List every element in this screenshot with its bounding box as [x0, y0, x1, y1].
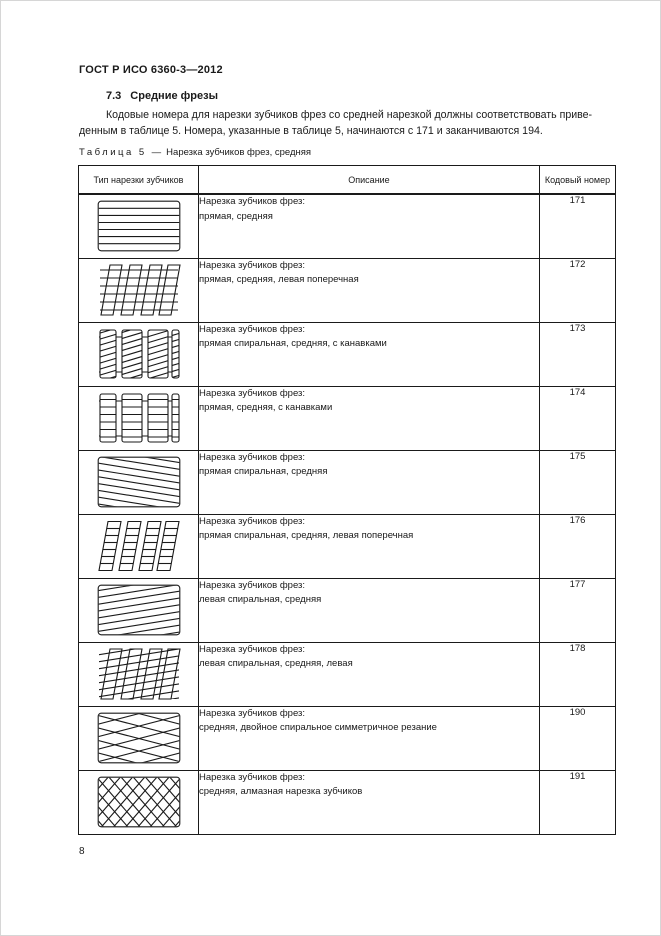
- left-spiral-pattern-icon: [97, 584, 181, 636]
- table-caption-dash: —: [151, 147, 162, 158]
- description-cell: [199, 642, 540, 706]
- description-line-2: прямая спиральная, средняя: [199, 466, 328, 477]
- description-line-2: средняя, двойное спиральное симметричное резание: [199, 722, 437, 733]
- description-cell: [199, 194, 540, 258]
- column-header-type: Тип нарезки зубчиков: [79, 166, 199, 195]
- description-line-1: Нарезка зубчиков фрез:: [199, 259, 306, 271]
- code-cell: [540, 258, 616, 322]
- code-cell: [540, 322, 616, 386]
- code-value: 191: [569, 770, 586, 782]
- left-spiral-left-pattern-icon: [97, 648, 181, 700]
- pattern-cell: [79, 194, 199, 258]
- body-paragraph: [79, 108, 616, 139]
- table-row: [79, 642, 616, 706]
- description-cell: [199, 322, 540, 386]
- code-cell: [540, 386, 616, 450]
- table-row: [79, 578, 616, 642]
- pattern-cell: [79, 578, 199, 642]
- pattern-cell: [79, 258, 199, 322]
- table-body: [79, 194, 616, 834]
- code-value: 177: [569, 578, 586, 590]
- description-line-2: левая спиральная, средняя, левая: [199, 658, 353, 669]
- description-cell: [199, 258, 540, 322]
- paragraph-line-2: денным в таблице 5. Номера, указанные в таблице 5, начинаются с 171 и заканчиваются 194.: [79, 124, 543, 137]
- paragraph-line-1: Кодовые номера для нарезки зубчиков фрез со средней нарезкой должны соответствовать приве-: [106, 109, 593, 121]
- table-row: [79, 450, 616, 514]
- straight-grooved-pattern-icon: [97, 392, 181, 444]
- code-value: 172: [569, 258, 586, 270]
- description-line-1: Нарезка зубчиков фрез:: [199, 643, 306, 655]
- table-row: [79, 258, 616, 322]
- table-row: [79, 514, 616, 578]
- pattern-cell: [79, 706, 199, 770]
- table-row: [79, 706, 616, 770]
- code-cell: [540, 642, 616, 706]
- pattern-cell: [79, 450, 199, 514]
- code-value: 190: [569, 706, 586, 718]
- description-cell: [199, 706, 540, 770]
- table-caption: [79, 147, 311, 158]
- section-number: 7.3: [106, 90, 122, 102]
- straight-spiral-left-transverse-pattern-icon: [97, 520, 181, 572]
- description-cell: [199, 578, 540, 642]
- code-value: 171: [569, 195, 586, 206]
- page-number: 8: [79, 846, 85, 857]
- pattern-cell: [79, 642, 199, 706]
- double-spiral-symmetric-pattern-icon: [97, 712, 181, 764]
- description-cell: [199, 450, 540, 514]
- code-value: 178: [569, 642, 586, 654]
- table-row: [79, 770, 616, 834]
- section-title: Средние фрезы: [130, 90, 218, 102]
- description-line-2: прямая спиральная, средняя, левая поперечная: [199, 530, 414, 541]
- description-line-1: Нарезка зубчиков фрез:: [199, 515, 306, 527]
- description-line-2: прямая, средняя, с канавками: [199, 402, 333, 413]
- description-line-2: левая спиральная, средняя: [199, 594, 322, 605]
- description-line-2: прямая, средняя: [199, 210, 273, 222]
- column-header-description: Описание: [199, 166, 540, 195]
- description-line-1: Нарезка зубчиков фрез:: [199, 579, 306, 591]
- code-cell: [540, 194, 616, 258]
- section-heading: [106, 90, 218, 102]
- description-line-1: Нарезка зубчиков фрез:: [199, 387, 306, 399]
- code-value: 174: [569, 386, 586, 398]
- table-row: [79, 386, 616, 450]
- table-row: [79, 322, 616, 386]
- table-caption-text: Нарезка зубчиков фрез, средняя: [166, 147, 312, 158]
- description-line-2: прямая спиральная, средняя, с канавками: [199, 338, 387, 349]
- straight-spiral-pattern-icon: [97, 456, 181, 508]
- table-caption-label: Таблица 5: [79, 147, 147, 158]
- description-line-1: Нарезка зубчиков фрез:: [199, 771, 306, 783]
- table-header-row: [79, 166, 616, 195]
- description-line-1: Нарезка зубчиков фрез:: [199, 196, 306, 207]
- code-value: 173: [569, 322, 586, 334]
- column-header-code: Кодовый номер: [540, 166, 616, 195]
- pattern-cell: [79, 514, 199, 578]
- pattern-cell: [79, 386, 199, 450]
- knurl-code-table: [78, 165, 616, 835]
- pattern-cell: [79, 322, 199, 386]
- diamond-pattern-icon: [97, 776, 181, 828]
- description-line-2: прямая, средняя, левая поперечная: [199, 274, 359, 285]
- straight-pattern-icon: [97, 200, 181, 252]
- code-cell: [540, 578, 616, 642]
- description-line-1: Нарезка зубчиков фрез:: [199, 451, 306, 463]
- code-cell: [540, 706, 616, 770]
- code-cell: [540, 450, 616, 514]
- code-value: 175: [569, 450, 586, 462]
- code-value: 176: [569, 514, 586, 526]
- table-row: [79, 194, 616, 258]
- code-cell: [540, 514, 616, 578]
- straight-spiral-grooved-pattern-icon: [97, 328, 181, 380]
- description-line-2: средняя, алмазная нарезка зубчиков: [199, 786, 363, 797]
- description-cell: [199, 770, 540, 834]
- description-line-1: Нарезка зубчиков фрез:: [199, 323, 306, 335]
- straight-left-transverse-pattern-icon: [97, 264, 181, 316]
- description-cell: [199, 386, 540, 450]
- description-line-1: Нарезка зубчиков фрез:: [199, 707, 306, 719]
- pattern-cell: [79, 770, 199, 834]
- doc-code: ГОСТ Р ИСО 6360-3—2012: [79, 64, 223, 76]
- description-cell: [199, 514, 540, 578]
- code-cell: [540, 770, 616, 834]
